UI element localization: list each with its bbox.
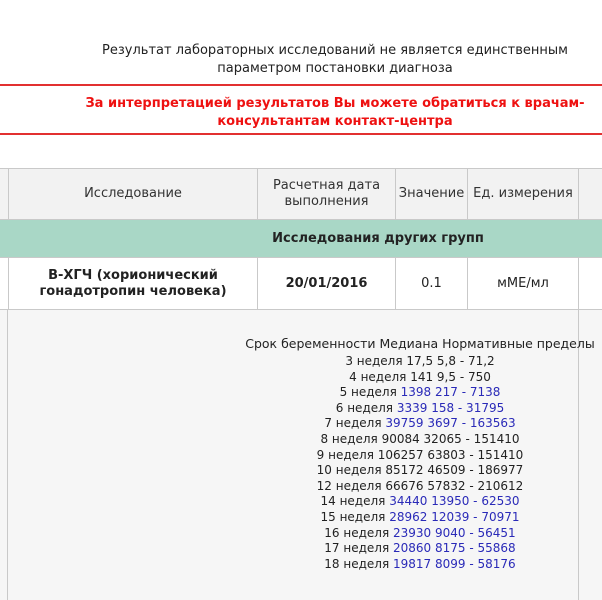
week-label: 16 неделя bbox=[324, 525, 390, 540]
group-row bbox=[0, 220, 602, 258]
week-label: 6 неделя bbox=[335, 400, 394, 415]
cell-date: 20/01/2016 bbox=[257, 258, 395, 309]
divider-bottom bbox=[0, 133, 602, 135]
week-label: 3 неделя bbox=[345, 354, 403, 368]
disclaimer-text: Результат лабораторных исследований не является единственным параметром постановки диагноза bbox=[102, 43, 568, 76]
group-label: Исследования других групп bbox=[272, 230, 484, 246]
week-label: 12 неделя bbox=[316, 478, 382, 493]
divider-top bbox=[0, 84, 602, 86]
cell-value: 0.1 bbox=[395, 258, 467, 309]
week-label: 18 неделя bbox=[324, 556, 390, 571]
reference-list bbox=[230, 354, 602, 572]
week-values: 19817 8099 - 58176 bbox=[393, 556, 516, 571]
week-values: 106257 63803 - 151410 bbox=[377, 447, 524, 462]
week-values: 23930 9040 - 56451 bbox=[393, 525, 516, 540]
reference-notes bbox=[0, 310, 602, 600]
reference-week-item bbox=[230, 479, 602, 495]
week-label: 9 неделя bbox=[316, 447, 374, 462]
week-label: 14 неделя bbox=[320, 494, 386, 509]
week-label: 4 неделя bbox=[349, 369, 407, 384]
reference-week-item bbox=[230, 463, 602, 479]
week-values: 3339 158 - 31795 bbox=[396, 400, 505, 415]
results-table bbox=[0, 168, 602, 600]
reference-week-item bbox=[230, 432, 602, 448]
reference-week-item bbox=[230, 557, 602, 573]
week-values: 39759 3697 - 163563 bbox=[385, 416, 516, 431]
table-header bbox=[0, 168, 602, 220]
reference-week-item bbox=[230, 494, 602, 510]
header-study: Исследование bbox=[8, 169, 257, 219]
week-values: 34440 13950 - 62530 bbox=[389, 494, 520, 509]
cell-unit: мМЕ/мл bbox=[467, 258, 578, 309]
week-label: 7 неделя bbox=[324, 416, 382, 431]
week-values: 85172 46509 - 186977 bbox=[385, 463, 524, 478]
week-values: 17,5 5,8 - 71,2 bbox=[406, 354, 495, 368]
week-label: 10 неделя bbox=[316, 463, 382, 478]
consult-notice: За интерпретацией результатов Вы можете обратиться к врачам-консультантам контакт-центра bbox=[85, 96, 585, 129]
reference-week-item bbox=[230, 401, 602, 417]
header-unit: Ед. измерения bbox=[467, 169, 578, 219]
header-date: Расчетная дата выполнения bbox=[257, 169, 395, 219]
week-values: 1398 217 - 7138 bbox=[400, 385, 501, 400]
reference-header: Срок беременности Медиана Нормативные пределы bbox=[245, 336, 595, 351]
reference-week-item bbox=[230, 354, 602, 370]
reference-week-item bbox=[230, 510, 602, 526]
week-values: 90084 32065 - 151410 bbox=[381, 431, 520, 446]
reference-week-item bbox=[230, 416, 602, 432]
week-values: 28962 12039 - 70971 bbox=[389, 509, 520, 524]
table-row[interactable] bbox=[0, 258, 602, 310]
cell-study: B-ХГЧ (хорионический гонадотропин человека) bbox=[8, 258, 257, 309]
reference-week-item bbox=[230, 448, 602, 464]
week-label: 5 неделя bbox=[339, 385, 397, 400]
week-label: 17 неделя bbox=[324, 541, 390, 556]
reference-week-item bbox=[230, 541, 602, 557]
week-values: 20860 8175 - 55868 bbox=[393, 541, 516, 556]
reference-week-item bbox=[230, 385, 602, 401]
reference-week-item bbox=[230, 370, 602, 386]
header-value: Значение bbox=[395, 169, 467, 219]
reference-week-item bbox=[230, 526, 602, 542]
week-values: 66676 57832 - 210612 bbox=[385, 478, 524, 493]
week-values: 141 9,5 - 750 bbox=[410, 369, 491, 384]
week-label: 15 неделя bbox=[320, 509, 386, 524]
week-label: 8 неделя bbox=[320, 431, 378, 446]
